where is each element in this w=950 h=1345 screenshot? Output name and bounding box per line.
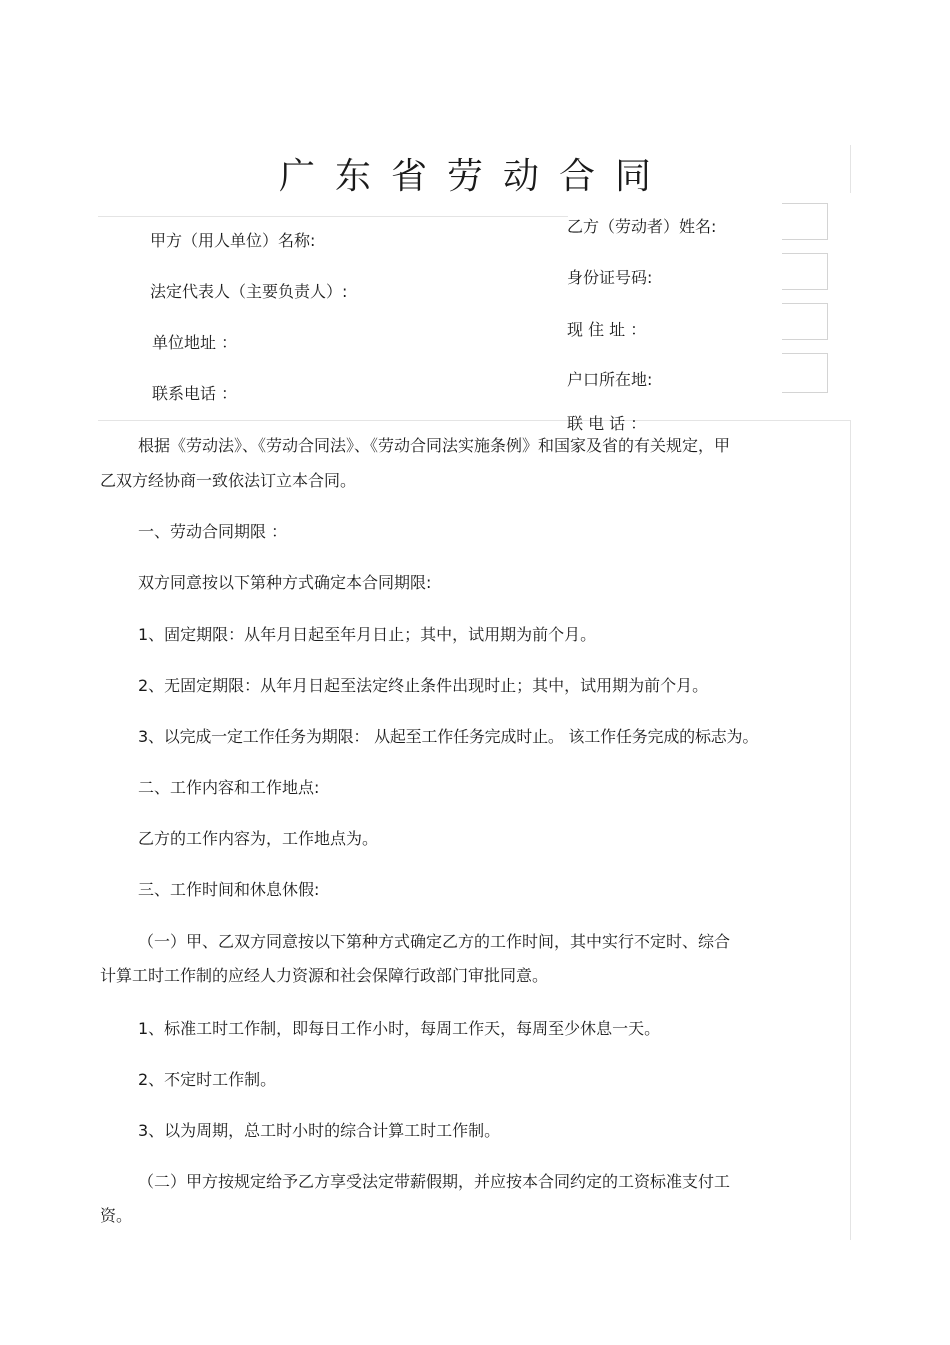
divider-line xyxy=(98,420,850,421)
list-item: 3、以为周期，总工时小时的综合计算工时工作制。 xyxy=(138,1121,501,1140)
party-a-address-label: 单位地址 ： xyxy=(152,333,238,352)
party-a-name-label: 甲方（用人单位）名称: xyxy=(150,231,316,250)
party-b-phone-label: 联 电 话 ： xyxy=(567,414,647,433)
intro-line-2: 乙双方经协商一致依法订立本合同。 xyxy=(100,471,357,490)
paragraph-line-1: （一）甲、乙双方同意按以下第种方式确定乙方的工作时间，其中实行不定时、综合 xyxy=(138,932,731,951)
page-title: 广东省劳动合同 xyxy=(278,156,671,197)
form-box xyxy=(782,203,828,240)
party-b-id-label: 身份证号码: xyxy=(567,268,653,287)
party-b-address-label: 现 住 址 ： xyxy=(567,320,647,339)
party-a-rep-label: 法定代表人（主要负责人）: xyxy=(150,282,348,301)
section-1-heading: 一、劳动合同期限 ： xyxy=(138,522,288,541)
list-item: 2、不定时工作制。 xyxy=(138,1070,277,1089)
paragraph-line-2: 资。 xyxy=(100,1206,133,1225)
intro-line-1: 根据《劳动法》、《劳动合同法》、《劳动合同法实施条例》和国家及省的有关规定，甲 xyxy=(138,436,731,455)
form-box xyxy=(782,353,828,393)
section-3-heading: 三、工作时间和休息休假: xyxy=(138,880,320,899)
party-b-hukou-label: 户口所在地: xyxy=(567,370,653,389)
paragraph: 乙方的工作内容为，工作地点为。 xyxy=(138,829,379,848)
paragraph-line-2: 计算工时工作制的应经人力资源和社会保障行政部门审批同意。 xyxy=(100,966,549,985)
right-margin-line xyxy=(850,420,851,1240)
party-a-phone-label: 联系电话 ： xyxy=(152,384,238,403)
list-item: 2、无固定期限：从年月日起至法定终止条件出现时止；其中，试用期为前个月。 xyxy=(138,676,709,695)
form-box xyxy=(782,253,828,290)
form-box xyxy=(782,303,828,340)
section-2-heading: 二、工作内容和工作地点: xyxy=(138,778,320,797)
paragraph-line-1: （二）甲方按规定给予乙方享受法定带薪假期，并应按本合同约定的工资标准支付工 xyxy=(138,1172,731,1191)
party-b-name-label: 乙方（劳动者）姓名: xyxy=(567,217,717,236)
divider-line xyxy=(98,216,568,217)
list-item: 1、标准工时工作制，即每日工作小时，每周工作天，每周至少休息一天。 xyxy=(138,1019,661,1038)
paragraph: 双方同意按以下第种方式确定本合同期限: xyxy=(138,573,432,592)
list-item: 3、以完成一定工作任务为期限： 从起至工作任务完成时止。 该工作任务完成的标志为。 xyxy=(138,727,759,746)
list-item: 1、固定期限：从年月日起至年月日止；其中，试用期为前个月。 xyxy=(138,625,597,644)
